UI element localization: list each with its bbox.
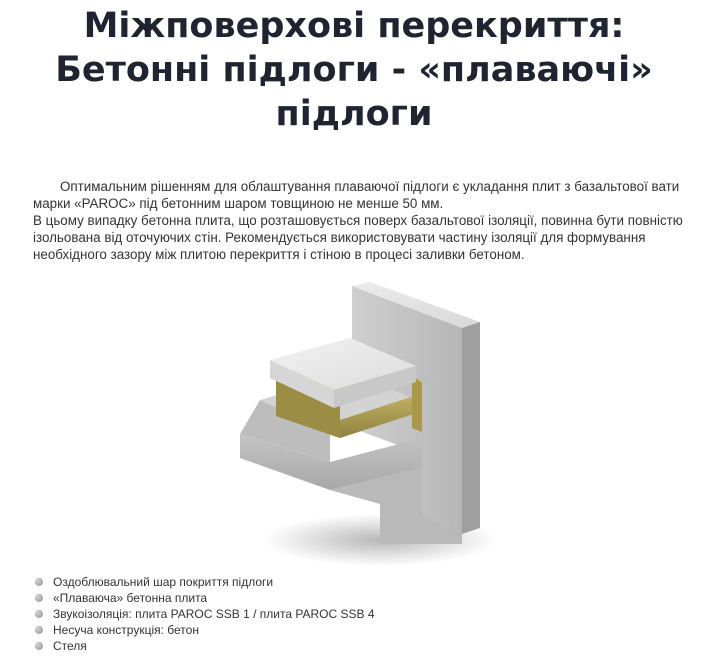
bullet-icon xyxy=(35,578,43,586)
list-item xyxy=(33,622,375,638)
bullet-icon xyxy=(35,642,43,650)
intro-paragraph-2: В цьому випадку бетонна плита, що розташовується поверх базальтової ізоляції, повинна бути повністю ізольована від оточуючих стін. Рекомендується використовувати частину ізоляції для формування необхідного зазору між плитою перекриття і стіною в процесі заливки бетоном. xyxy=(33,213,683,262)
list-item-label: Несуча конструкція: бетон xyxy=(53,623,199,637)
page-title xyxy=(0,4,708,136)
bullet-icon xyxy=(35,610,43,618)
bullet-icon xyxy=(35,594,43,602)
floating-floor-illustration xyxy=(230,282,500,574)
list-item-label: Звукоізоляція: плита PAROC SSB 1 / плита PAROC SSB 4 xyxy=(53,607,375,621)
intro-paragraph-1: Оптимальним рішенням для облаштування плаваючої підлоги є укладання плит з базальтової вати марки «PAROC» під бетонним шаром товщиною не менше 50 мм. xyxy=(33,179,680,211)
intro-text xyxy=(33,178,693,263)
wall-side-face xyxy=(462,322,480,534)
list-item-label: Оздоблювальний шар покриття підлоги xyxy=(53,575,274,589)
insulation-edge-strip xyxy=(412,378,422,432)
title-line-1: Міжповерхові перекриття: xyxy=(83,6,625,46)
list-item xyxy=(33,638,375,654)
title-line-3: підлоги xyxy=(275,94,433,134)
title-line-2: Бетонні підлоги - «плаваючі» xyxy=(55,50,653,90)
list-item xyxy=(33,590,375,606)
layer-list xyxy=(33,574,375,654)
bullet-icon xyxy=(35,626,43,634)
list-item xyxy=(33,574,375,590)
list-item-label: Стеля xyxy=(53,639,87,653)
list-item-label: «Плаваюча» бетонна плита xyxy=(53,591,208,605)
list-item xyxy=(33,606,375,622)
